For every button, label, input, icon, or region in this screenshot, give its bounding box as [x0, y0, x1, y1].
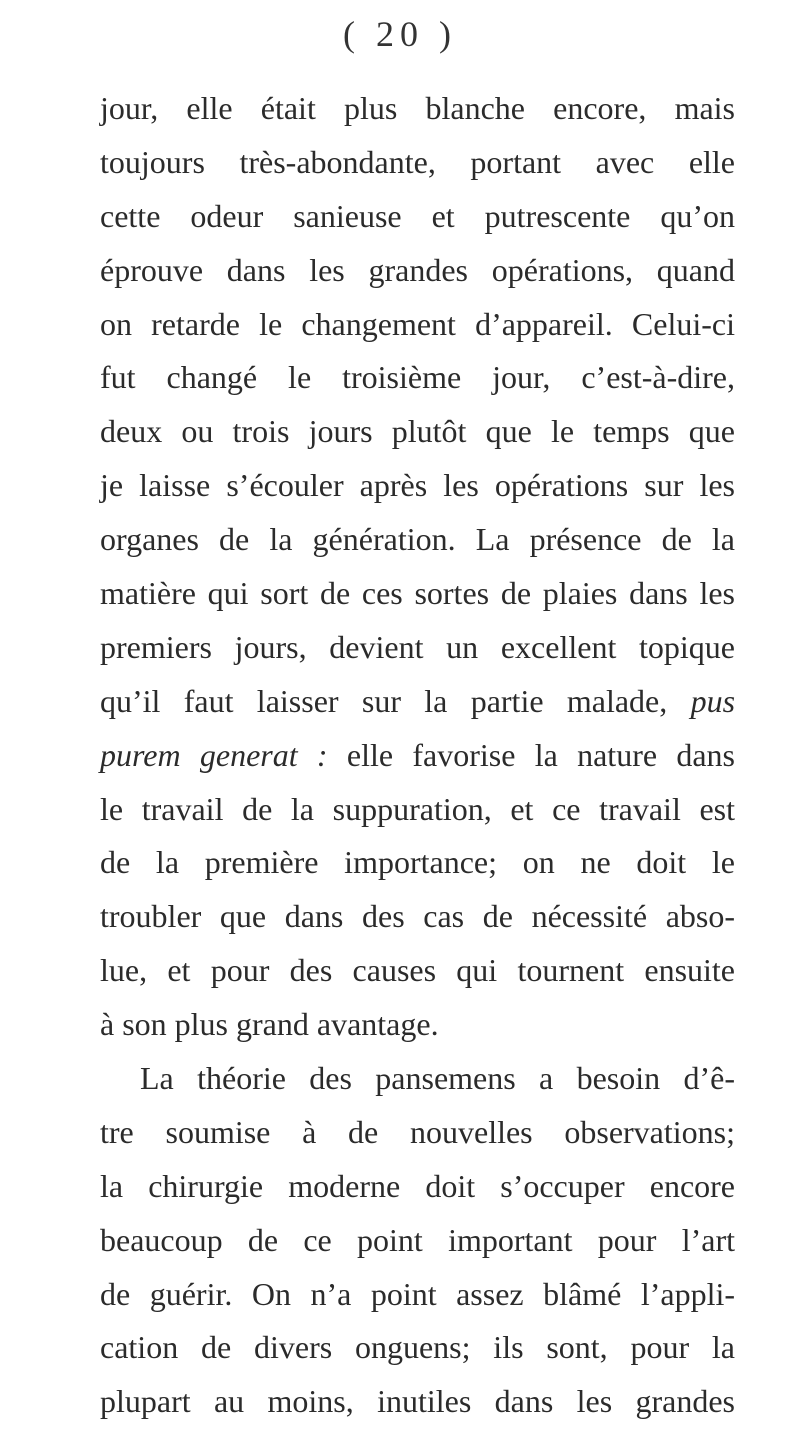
text-line: je laisse s’écouler après les opérations sur les: [100, 467, 735, 504]
page-number: ( 20 ): [343, 14, 457, 54]
text-line: cette odeur sanieuse et putrescente qu’on: [100, 197, 735, 234]
text-segment: elle favorise la nature dans: [346, 736, 736, 773]
text-line: fut changé le troisième jour, c’est-à-dire,: [100, 359, 735, 396]
text-line: le travail de la suppuration, et ce travail est: [100, 790, 735, 827]
text-line: troubler que dans des cas de nécessité abso-: [100, 898, 735, 935]
text-line: de la première importance; on ne doit le: [100, 844, 735, 881]
text-line: [100, 675, 735, 729]
body-text: [100, 82, 735, 1429]
text-line: matière qui sort de ces sortes de plaies dans les: [100, 575, 735, 612]
text-line: premiers jours, devient un excellent topique: [100, 628, 735, 665]
text-line: [100, 729, 735, 783]
text-line: cation de divers onguens; ils sont, pour la: [100, 1329, 735, 1366]
text-line: toujours très-abondante, portant avec elle: [100, 143, 735, 180]
text-line: organes de la génération. La présence de la: [100, 521, 735, 558]
text-line: jour, elle était plus blanche encore, mais: [100, 90, 735, 126]
text-segment: qu’il faut laisser sur la partie malade,: [100, 682, 668, 719]
text-line: La théorie des pansemens a besoin d’ê-: [140, 1060, 735, 1097]
latin-phrase: purem generat :: [100, 736, 328, 773]
text-line: plupart au moins, inutiles dans les grandes: [100, 1383, 735, 1420]
text-line: lue, et pour des causes qui tournent ensuite: [100, 952, 735, 989]
text-line: éprouve dans les grandes opérations, quand: [100, 251, 735, 288]
text-line: beaucoup de ce point important pour l’art: [100, 1221, 735, 1258]
text-line: de guérir. On n’a point assez blâmé l’appli-: [100, 1275, 735, 1312]
text-line: on retarde le changement d’appareil. Celui-ci: [100, 305, 735, 342]
text-line: à son plus grand avantage.: [100, 1006, 439, 1043]
text-line: deux ou trois jours plutôt que le temps que: [100, 413, 735, 450]
latin-phrase: pus: [690, 682, 736, 719]
text-line: la chirurgie moderne doit s’occuper encore: [100, 1167, 735, 1204]
text-line: tre soumise à de nouvelles observations;: [100, 1113, 735, 1150]
